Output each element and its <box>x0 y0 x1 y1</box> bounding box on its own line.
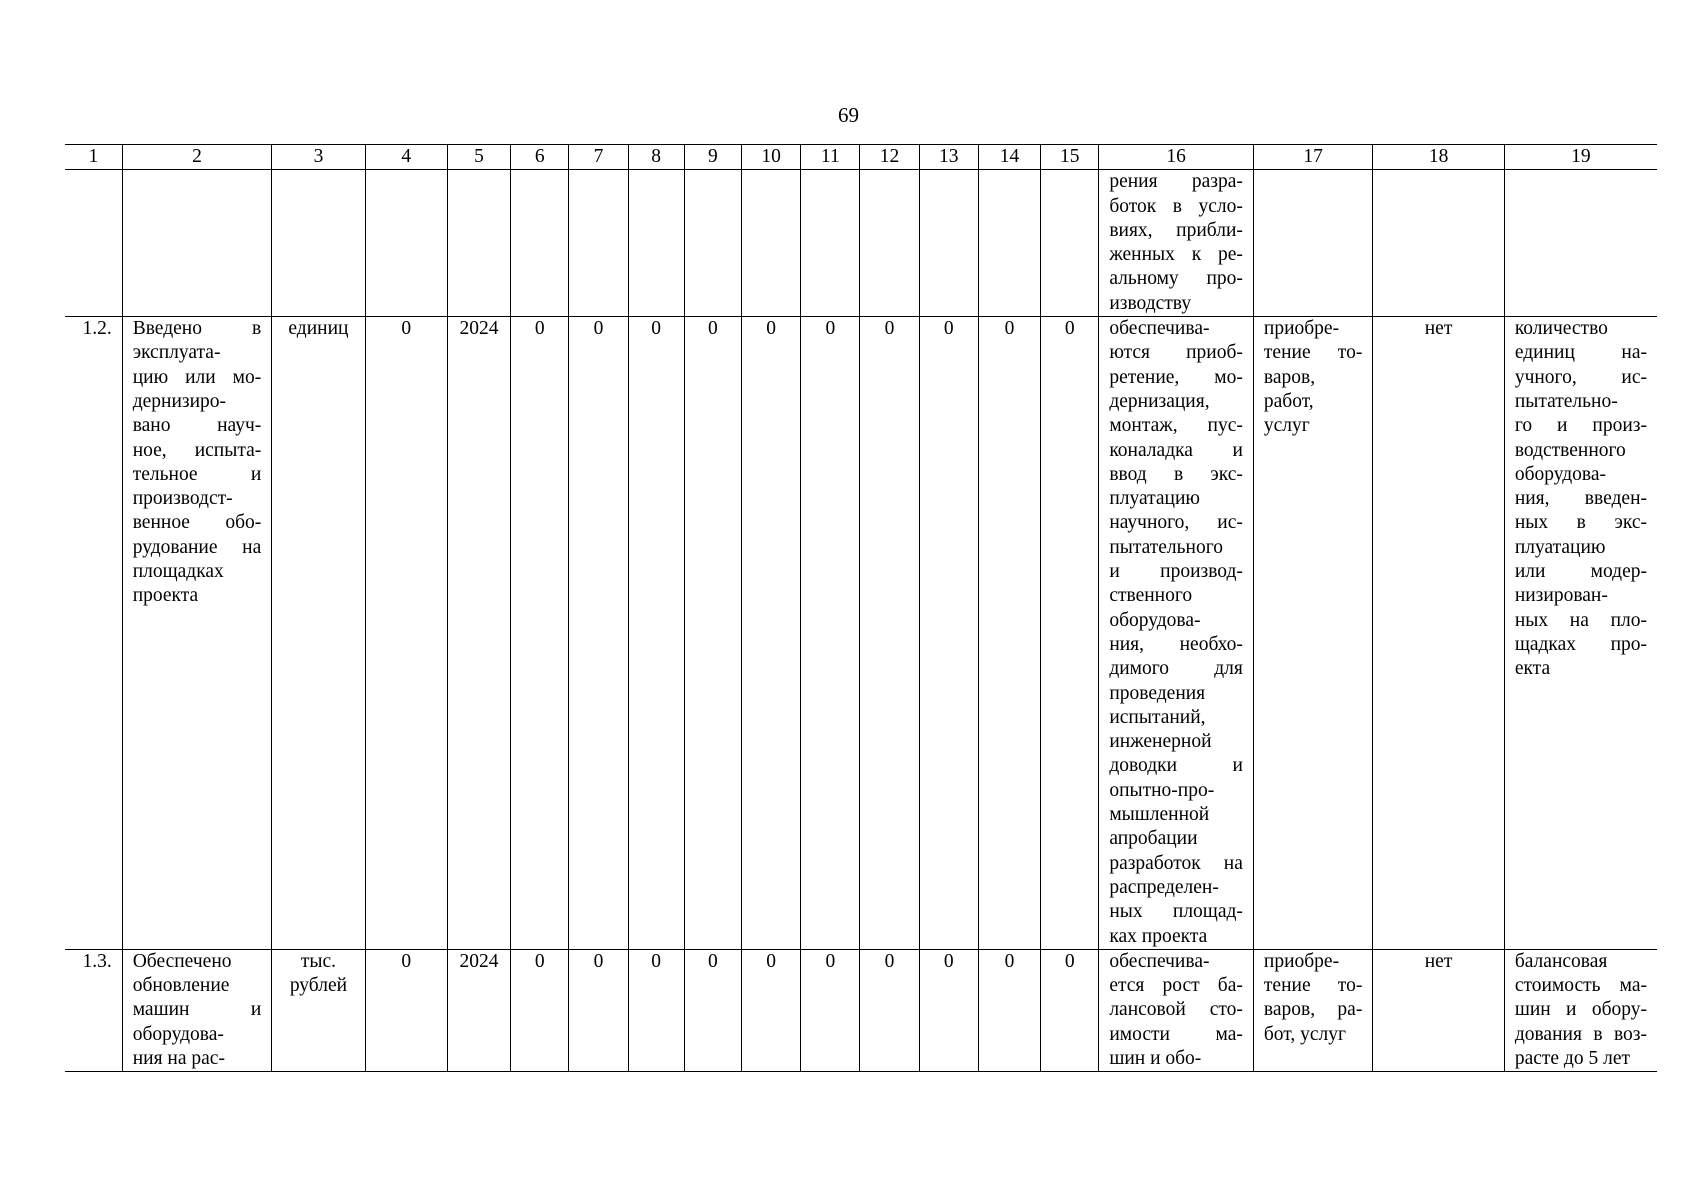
column-header: 12 <box>860 145 919 170</box>
cell-text-line: ния, введен- <box>1514 488 1647 510</box>
value-cell: 0 <box>801 949 860 1071</box>
table-row <box>65 949 1657 1071</box>
cell-text-line: монтаж, пус- <box>1109 415 1243 437</box>
cell-text-line: ных в экс- <box>1514 512 1647 534</box>
cell-text-line: доводки и <box>1109 755 1243 777</box>
cell-text-line: боток в усло- <box>1109 195 1243 217</box>
cell-text-line: площадках <box>132 561 224 583</box>
row-number-cell: 1.3. <box>65 949 122 1071</box>
unit-cell <box>272 170 365 317</box>
value-cell <box>978 170 1040 317</box>
cell-text-line: и производ- <box>1109 561 1243 583</box>
value-cell <box>365 170 447 317</box>
column-header: 14 <box>978 145 1040 170</box>
column-header: 13 <box>919 145 978 170</box>
column-header: 6 <box>511 145 569 170</box>
cell-text-line: оборудова- <box>1514 463 1607 485</box>
cell-text-line: Введено в <box>132 318 262 340</box>
value-cell <box>569 170 628 317</box>
value-cell <box>628 170 684 317</box>
cell-text-line: низирован- <box>1514 585 1608 607</box>
value-cell: 0 <box>684 317 741 950</box>
value-cell: 0 <box>860 949 919 1071</box>
value-cell: 0 <box>628 949 684 1071</box>
cell-text-line: лансовой сто- <box>1109 999 1243 1021</box>
column-header: 9 <box>684 145 741 170</box>
value-cell: 0 <box>801 317 860 950</box>
column-header: 17 <box>1253 145 1372 170</box>
cell-text-line: пытательного <box>1109 536 1224 558</box>
cell-text-line: ются приоб- <box>1109 342 1243 364</box>
value-cell: 0 <box>569 949 628 1071</box>
cell-text-line: бот, услуг <box>1263 1023 1346 1045</box>
value-cell: 0 <box>365 949 447 1071</box>
value-cell: 0 <box>919 317 978 950</box>
cell-text-line: щадках про- <box>1514 633 1647 655</box>
cell-text-line: балансовая <box>1514 950 1608 972</box>
value-cell: 0 <box>741 317 800 950</box>
cell-text-line: ных площад- <box>1109 901 1243 923</box>
column-number-header-row <box>65 145 1657 170</box>
value-cell <box>801 170 860 317</box>
cell-text-line: количество <box>1514 318 1608 340</box>
cell-text-line: варов, <box>1263 366 1316 388</box>
cell-text-line: женных к ре- <box>1109 244 1243 266</box>
cell-text-line: плуатацию <box>1514 536 1606 558</box>
cell-text-line: ния на рас- <box>132 1047 225 1069</box>
cell-text-line: ках проекта <box>1109 925 1208 947</box>
cell-text-line: дернизиро- <box>132 390 227 412</box>
cell-text-line: ретение, мо- <box>1109 366 1243 388</box>
column-header: 18 <box>1373 145 1504 170</box>
row-number-cell: 1.2. <box>65 317 122 950</box>
cell-text-line: стоимость ма- <box>1514 975 1647 997</box>
value-cell: 0 <box>919 949 978 1071</box>
cell-text-line: ственного <box>1109 585 1193 607</box>
cell-text-line: вано науч- <box>132 415 262 437</box>
cell-text-line: шин и обору- <box>1514 999 1647 1021</box>
cell-text-line: венное обо- <box>132 512 262 534</box>
value-cell: 0 <box>978 317 1040 950</box>
cell-text-line: распределен- <box>1109 876 1219 898</box>
value-cell: 0 <box>569 317 628 950</box>
cell-text-line: или модер- <box>1514 561 1647 583</box>
value-cell: 0 <box>978 949 1040 1071</box>
value-cell: 2024 <box>447 317 510 950</box>
cell-text-line: проведения <box>1109 682 1206 704</box>
cell-text-line: рения разра- <box>1109 171 1243 193</box>
column-header: 15 <box>1041 145 1099 170</box>
cell-text-line: альному про- <box>1109 268 1243 290</box>
value-cell <box>919 170 978 317</box>
column-header: 10 <box>741 145 800 170</box>
table-row <box>65 317 1657 950</box>
description-cell <box>1099 317 1254 950</box>
row-number-cell <box>65 170 122 317</box>
flag-cell: нет <box>1373 317 1504 950</box>
cell-text-line: разработок на <box>1109 852 1243 874</box>
cell-text-line: димого для <box>1109 658 1243 680</box>
flag-cell <box>1373 170 1504 317</box>
cell-text-line: тение то- <box>1263 975 1363 997</box>
cell-text-line: изводству <box>1109 292 1192 314</box>
column-header: 5 <box>447 145 510 170</box>
cell-text-line: екта <box>1514 658 1551 680</box>
cell-text-line: оборудова- <box>1109 609 1201 631</box>
cell-text-line: коналадка и <box>1109 439 1243 461</box>
indicator-name-cell <box>122 317 272 950</box>
cell-text-line: приобре- <box>1263 950 1340 972</box>
metric-cell <box>1504 170 1657 317</box>
cell-text-line: обеспечива- <box>1109 318 1210 340</box>
cell-text-line: водственного <box>1514 439 1626 461</box>
cell-text-line: ется рост ба- <box>1109 975 1243 997</box>
column-header: 3 <box>272 145 365 170</box>
table-row <box>65 170 1657 317</box>
column-header: 11 <box>801 145 860 170</box>
cell-text-line: ное, испыта- <box>132 439 262 461</box>
page-number: 69 <box>838 103 859 127</box>
cell-text-line: обновление <box>132 975 230 997</box>
cell-text-line: имости ма- <box>1109 1023 1243 1045</box>
value-cell: 0 <box>684 949 741 1071</box>
column-header: 16 <box>1099 145 1254 170</box>
cell-text-line: единиц на- <box>1514 342 1647 364</box>
indicator-name-cell <box>122 949 272 1071</box>
metric-cell <box>1504 317 1657 950</box>
cell-text-line: рудование на <box>132 536 262 558</box>
cell-text-line: приобре- <box>1263 318 1340 340</box>
cell-text-line: дернизация, <box>1109 390 1210 412</box>
unit-cell <box>272 949 365 1071</box>
column-header: 19 <box>1504 145 1657 170</box>
cell-text-line: опытно-про- <box>1109 779 1215 801</box>
cell-text-line: тыс. <box>300 950 337 972</box>
cell-text-line: расте до 5 лет <box>1514 1047 1631 1069</box>
cell-text-line: рублей <box>289 975 348 997</box>
cell-text-line: варов, ра- <box>1263 999 1363 1021</box>
cell-text-line: тение то- <box>1263 342 1363 364</box>
procurement-cell <box>1253 949 1372 1071</box>
cell-text-line: дования в воз- <box>1514 1023 1647 1045</box>
cell-text-line: ния, необхо- <box>1109 633 1243 655</box>
value-cell: 0 <box>511 317 569 950</box>
cell-text-line: эксплуата- <box>132 342 221 364</box>
column-header: 1 <box>65 145 122 170</box>
column-header: 7 <box>569 145 628 170</box>
value-cell: 0 <box>1041 949 1099 1071</box>
value-cell <box>1041 170 1099 317</box>
description-cell <box>1099 170 1254 317</box>
cell-text-line: го и произ- <box>1514 415 1647 437</box>
value-cell: 0 <box>1041 317 1099 950</box>
column-header: 8 <box>628 145 684 170</box>
value-cell <box>511 170 569 317</box>
procurement-cell <box>1253 170 1372 317</box>
value-cell <box>447 170 510 317</box>
value-cell <box>684 170 741 317</box>
cell-text-line: производст- <box>132 488 233 510</box>
column-header: 4 <box>365 145 447 170</box>
indicators-table <box>65 144 1657 1072</box>
value-cell <box>741 170 800 317</box>
cell-text-line: проекта <box>132 585 199 607</box>
cell-text-line: ных на пло- <box>1514 609 1647 631</box>
metric-cell <box>1504 949 1657 1071</box>
cell-text-line: цию или мо- <box>132 366 262 388</box>
cell-text-line: тельное и <box>132 463 262 485</box>
description-cell <box>1099 949 1254 1071</box>
cell-text-line: машин и <box>132 999 262 1021</box>
cell-text-line: испытаний, <box>1109 706 1206 728</box>
value-cell: 0 <box>860 317 919 950</box>
flag-cell: нет <box>1373 949 1504 1071</box>
cell-text-line: Обеспечено <box>132 950 232 972</box>
cell-text-line: пытательно- <box>1514 390 1618 412</box>
cell-text-line: учного, ис- <box>1514 366 1647 388</box>
cell-text-line: оборудова- <box>132 1023 224 1045</box>
cell-text-line: инженерной <box>1109 731 1212 753</box>
value-cell <box>860 170 919 317</box>
cell-text-line: виях, прибли- <box>1109 219 1243 241</box>
unit-cell: единиц <box>272 317 365 950</box>
procurement-cell <box>1253 317 1372 950</box>
cell-text-line: плуатацию <box>1109 488 1200 510</box>
cell-text-line: ввод в экс- <box>1109 463 1243 485</box>
cell-text-line: научного, ис- <box>1109 512 1243 534</box>
value-cell: 0 <box>628 317 684 950</box>
cell-text-line: шин и обо- <box>1109 1047 1202 1069</box>
value-cell: 0 <box>365 317 447 950</box>
cell-text-line: обеспечива- <box>1109 950 1210 972</box>
cell-text-line: мышленной <box>1109 804 1210 826</box>
value-cell: 0 <box>511 949 569 1071</box>
indicator-name-cell <box>122 170 272 317</box>
cell-text-line: услуг <box>1263 415 1310 437</box>
cell-text-line: апробации <box>1109 828 1198 850</box>
value-cell: 2024 <box>447 949 510 1071</box>
value-cell: 0 <box>741 949 800 1071</box>
column-header: 2 <box>122 145 272 170</box>
cell-text-line: работ, <box>1263 390 1314 412</box>
